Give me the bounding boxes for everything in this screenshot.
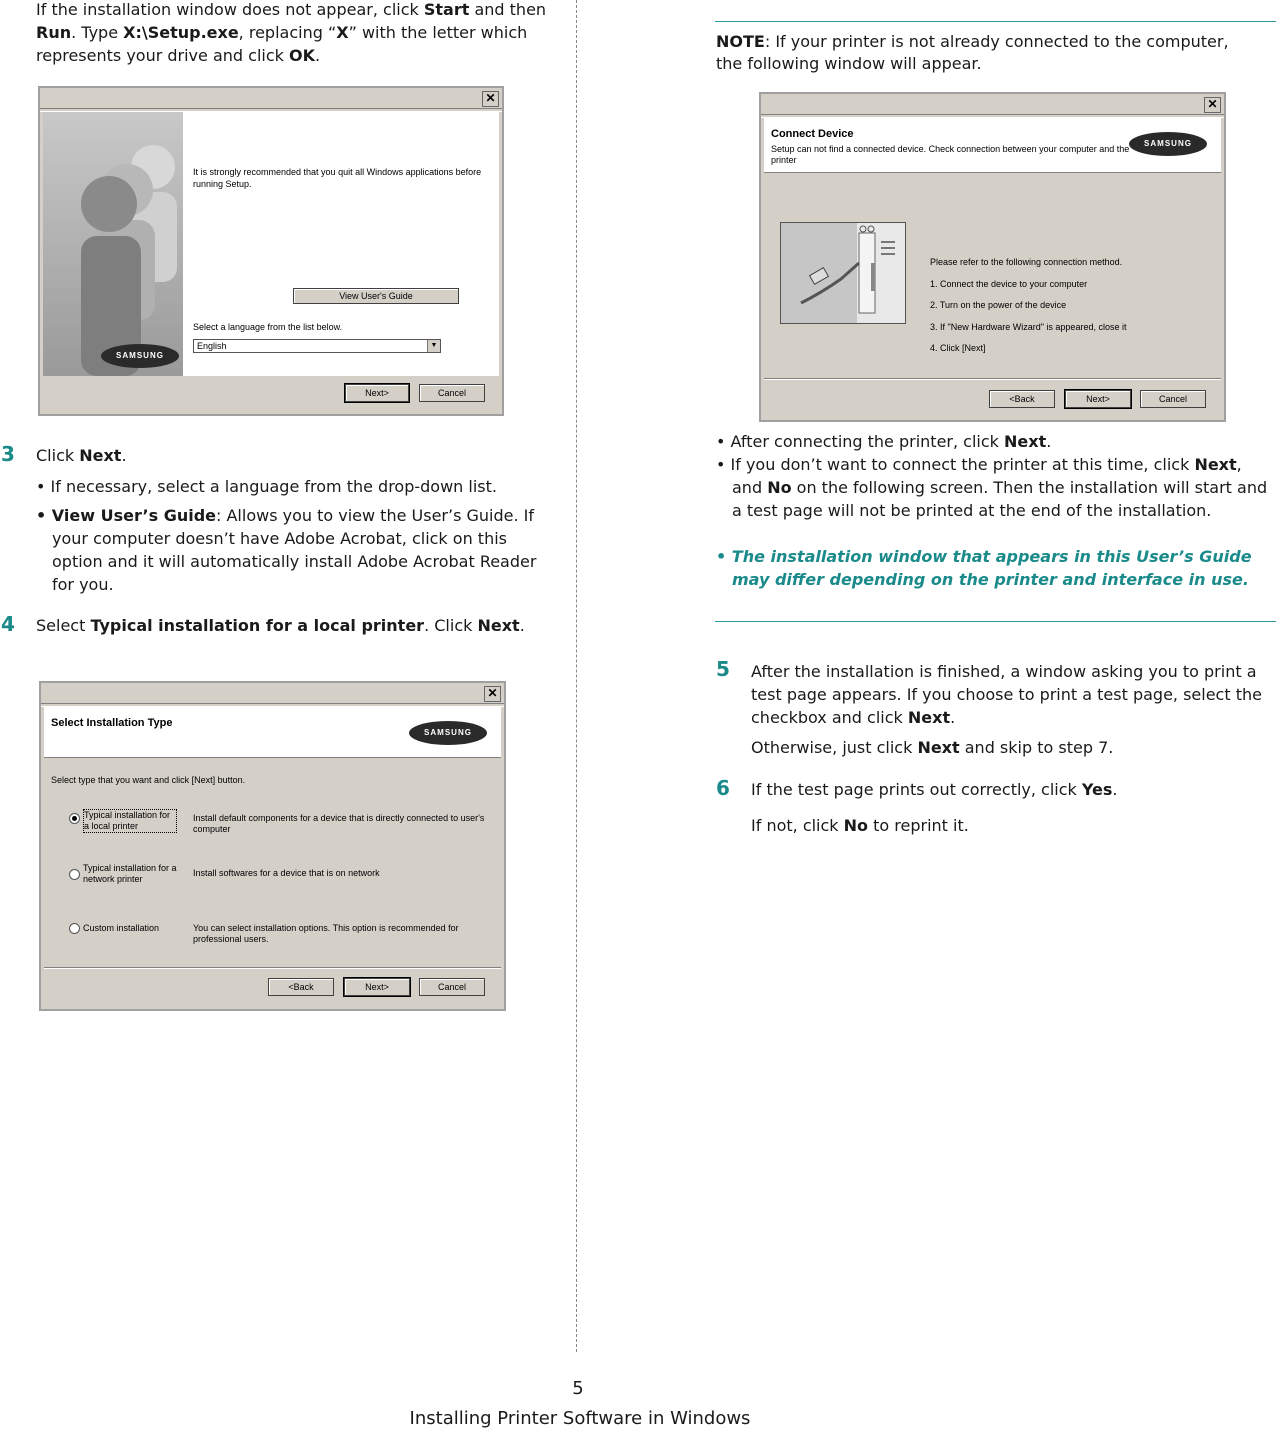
next-button[interactable]: Next> <box>344 978 410 996</box>
language-value: English <box>197 341 227 351</box>
close-icon[interactable]: ✕ <box>1204 97 1221 113</box>
close-icon[interactable]: ✕ <box>482 91 499 107</box>
language-select[interactable] <box>193 339 441 353</box>
step4-text: Select Typical installation for a local printer. Click Next. <box>36 616 525 635</box>
radio-custom[interactable] <box>69 923 80 934</box>
column-divider <box>576 0 577 1352</box>
close-icon[interactable]: ✕ <box>484 686 501 702</box>
step-item: 1. Connect the device to your computer <box>930 278 1088 289</box>
instruction-text: Select type that you want and click [Next] button. <box>51 775 246 785</box>
step-number: 4 <box>1 612 15 636</box>
dialog-title: Select Installation Type <box>51 717 173 729</box>
dialog-title: Connect Device <box>771 128 854 140</box>
step3-bullet-guide: • View User’s Guide: Allows you to view the User’s Guide. If your computer doesn’t have Adobe Acrobat, click on this option and it will automatically install Adobe Acrobat Reader for you. <box>36 506 537 594</box>
next-button[interactable]: Next> <box>1065 390 1131 408</box>
connect-device-dialog <box>759 92 1226 422</box>
step-item: 4. Click [Next] <box>930 343 986 353</box>
people-graphic <box>43 112 183 376</box>
cancel-button[interactable]: Cancel <box>419 978 485 996</box>
setup-welcome-dialog <box>38 86 504 416</box>
option-network-desc: Install softwares for a device that is on network <box>193 868 380 878</box>
back-button[interactable]: <Back <box>989 390 1055 408</box>
option-custom-label[interactable]: Custom installation <box>83 923 160 933</box>
step-number: 5 <box>716 657 730 681</box>
back-button[interactable]: <Back <box>268 978 334 996</box>
note-top-rule <box>715 21 1276 22</box>
step3-text: Click Next. <box>36 446 127 465</box>
samsung-logo: SAMSUNG <box>1129 132 1207 156</box>
installation-window-note: • The installation window that appears in this User’s Guide may differ depending on the printer and interface in use. <box>716 547 1252 589</box>
step6-if-not: If not, click No to reprint it. <box>751 816 969 835</box>
note-paragraph: NOTE: If your printer is not already connected to the computer, the following window will appear. <box>716 32 1229 73</box>
dialog-subtitle: Setup can not find a connected device. Check connection between your computer and the printer <box>771 144 1130 165</box>
connection-steps <box>930 252 1126 360</box>
option-custom-desc: You can select installation options. This option is recommended for professional users. <box>193 923 459 944</box>
connection-illustration <box>780 222 906 324</box>
option-local-label[interactable]: Typical installation for a local printer <box>83 809 177 833</box>
recommend-message: It is strongly recommended that you quit all Windows applications before running Setup. <box>193 167 482 189</box>
step3-bullet-language: • If necessary, select a language from the drop-down list. <box>36 477 497 496</box>
view-users-guide-button[interactable]: View User's Guide <box>293 288 459 304</box>
step-number: 3 <box>1 442 15 466</box>
after-bullet-skip: • If you don’t want to connect the printer at this time, click Next, and No on the following screen. Then the installation will start and a test page will not be printed at the end of the installation. <box>716 455 1268 520</box>
steps-intro: Please refer to the following connection method. <box>930 257 1123 267</box>
step-number: 6 <box>716 776 730 800</box>
step-item: 3. If "New Hardware Wizard" is appeared, close it <box>930 321 1127 332</box>
step5-otherwise: Otherwise, just click Next and skip to step 7. <box>751 738 1114 757</box>
footer-title: Installing Printer Software in Windows <box>409 1408 751 1429</box>
step-item: 2. Turn on the power of the device <box>930 300 1067 310</box>
option-local-desc: Install default components for a device that is directly connected to user's computer <box>193 813 485 834</box>
cancel-button[interactable]: Cancel <box>419 384 485 402</box>
page-number: 5 <box>572 1378 584 1399</box>
radio-local-printer[interactable] <box>69 813 80 824</box>
chevron-down-icon[interactable]: ▼ <box>427 340 440 352</box>
step5-text: After the installation is finished, a window asking you to print a test page appears. If you choose to print a test page, select the checkbox and click Next. <box>751 662 1262 727</box>
samsung-logo: SAMSUNG <box>101 344 179 368</box>
after-bullet-next: • After connecting the printer, click Next. <box>716 432 1052 451</box>
radio-network-printer[interactable] <box>69 869 80 880</box>
option-network-label[interactable]: Typical installation for a network printer <box>83 863 177 884</box>
samsung-logo: SAMSUNG <box>409 721 487 745</box>
cancel-button[interactable]: Cancel <box>1140 390 1206 408</box>
next-button[interactable]: Next> <box>345 384 409 402</box>
select-installation-type-dialog <box>39 681 506 1011</box>
language-label: Select a language from the list below. <box>193 322 343 332</box>
note-bottom-rule <box>715 621 1276 622</box>
step6-text: If the test page prints out correctly, click Yes. <box>751 780 1118 799</box>
intro-paragraph: If the installation window does not appear, click Start and then Run. Type X:\Setup.exe, replacing “X” with the letter which represents your drive and click OK. <box>36 0 547 65</box>
